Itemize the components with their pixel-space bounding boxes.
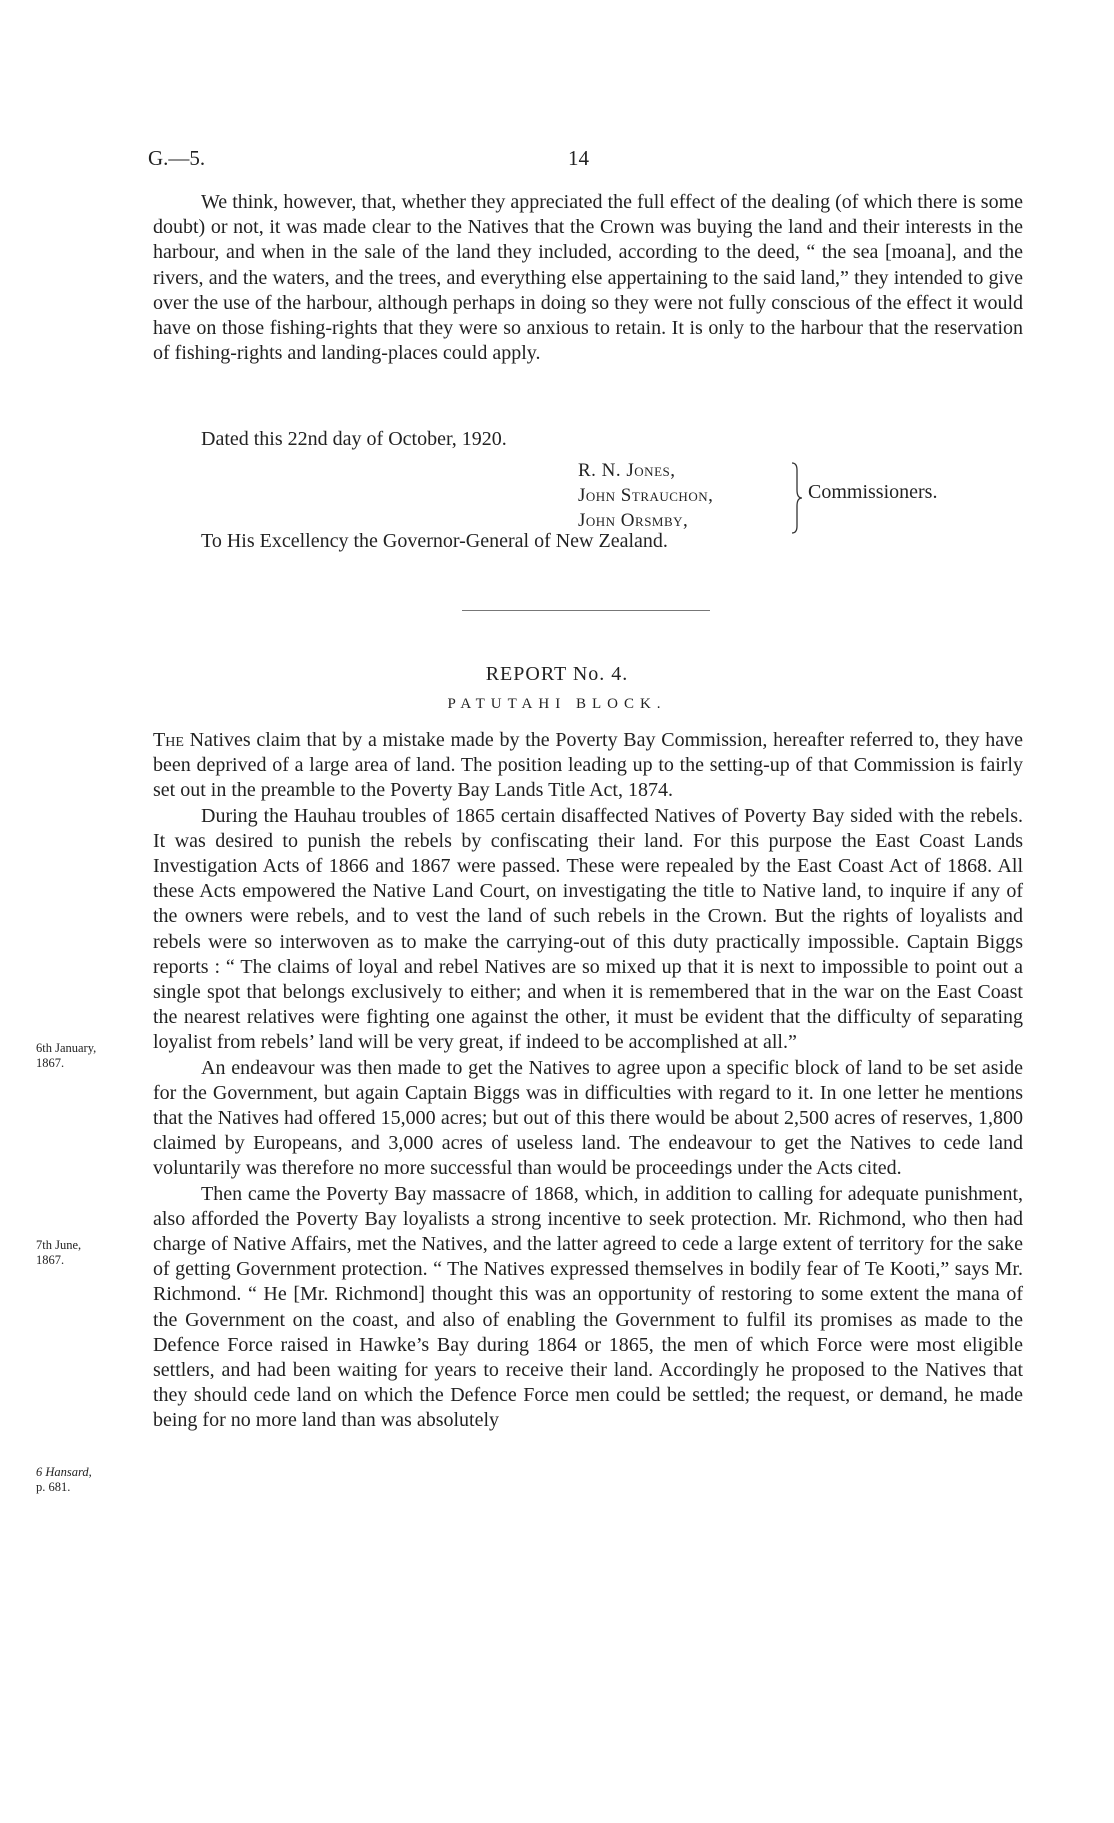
paragraph-lead-word: The <box>153 729 184 751</box>
report-body <box>153 728 1023 1434</box>
continuation-paragraph: We think, however, that, whether they appreciated the full effect of the dealing (of which there is some doubt) or not, it was made clear to the Natives that the Crown was buying the land and their interests in the harbour, and when in the sale of the land they included, according to the deed, “ the sea [moana], and the rivers, and the waters, and the trees, and everything else appertaining to the said land,” they intended to give over the use of the harbour, although perhaps in doing so they were not fully conscious of the effect it would have on those fishing-rights that they were so anxious to retain. It is only to the harbour that the reservation of fishing-rights and landing-places could apply. <box>153 191 1023 365</box>
margin-note-line: 6th January, <box>36 1041 97 1055</box>
report-paragraph-3: An endeavour was then made to get the Natives to agree upon a specific block of land to be set aside for the Government, but again Captain Biggs was in difficulties with regard to it. In one letter he mentions that the Natives had offered 15,000 acres; but out of this there would be about 2,500 acres of reserves, 1,800 claimed by Europeans, and 3,000 acres of useless land. The endeavour to get the Natives to cede land voluntarily was therefore no more successful than would be proceedings under the Acts cited. <box>153 1056 1023 1180</box>
page-number: 14 <box>568 146 589 170</box>
signature-brace <box>790 462 802 534</box>
margin-note-line: 6 Hansard, <box>36 1465 92 1479</box>
report-paragraph-4: Then came the Poverty Bay massacre of 1868, which, in addition to calling for adequate punishment, also afforded the Poverty Bay loyalists a strong incentive to seek protection. Mr. Richmond, who then had charge of Native Affairs, met the Natives, and the latter agreed to cede a large extent of territory for the sake of getting Government protection. “ The Natives expressed themselves in bodily fear of Te Kooti,” says Mr. Richmond. “ He [Mr. Richmond] thought this was an opportunity of restoring to some extent the mana of the Government on the coast, and also of enabling the Government to fulfil its promises as made to the Defence Force raised in Hawke’s Bay during 1864 or 1865, the men of which Force were most eligible settlers, and had been waiting for years to receive their land. Accordingly he proposed to the Natives that they should cede land on which the Defence Force men could be settled; the request, or demand, he made being for no more land than was absolutely <box>153 1182 1023 1432</box>
margin-note <box>36 1465 146 1495</box>
section-divider <box>462 610 710 611</box>
signatory-role: Commissioners. <box>808 481 938 503</box>
dated-line: Dated this 22nd day of October, 1920. <box>201 428 507 450</box>
signatory-strauchon: John Strauchon, <box>578 485 714 506</box>
margin-note-line: 7th June, <box>36 1238 82 1252</box>
document-reference: G.—5. <box>148 146 206 170</box>
report-subtitle: PATUTAHI BLOCK. <box>447 696 667 712</box>
address-line: To His Excellency the Governor-General of New Zealand. <box>201 530 668 552</box>
page-header <box>148 146 1028 176</box>
report-paragraph-1 <box>153 728 1023 804</box>
margin-note-line: 1867. <box>36 1056 65 1070</box>
continuation-section <box>153 190 1023 366</box>
signatory-jones: R. N. Jones, <box>578 460 676 481</box>
report-paragraph-2: During the Hauhau troubles of 1865 certain disaffected Natives of Poverty Bay sided with the rebels. It was desired to punish the rebels by confiscating their land. For this purpose the East Coast Lands Investigation Acts of 1866 and 1867 were passed. These were repealed by the East Coast Act of 1868. All these Acts empowered the Native Land Court, on investigating the title to Native land, to inquire if any of the owners were rebels, and to vest the land of such rebels in the Crown. But the rights of loyalists and rebels were so interwoven as to make the carrying-out of this duty practically impossible. Captain Biggs reports : “ The claims of loyal and rebel Natives are so mixed up that it is next to impossible to point out a single spot that belongs exclusively to either; and when it is remembered that in the war on the East Coast the nearest relatives were fighting one against the other, it must be evident that the difficulty of separating loyalist from rebels’ land will be very great, if indeed to be accomplished at all.” <box>153 804 1023 1054</box>
margin-note-line: 1867. <box>36 1253 65 1267</box>
signatures <box>578 458 713 533</box>
margin-note <box>36 1238 146 1268</box>
margin-note-line: p. 681. <box>36 1480 71 1494</box>
margin-note <box>36 1041 146 1071</box>
paragraph-1-text: Natives claim that by a mistake made by the Poverty Bay Commission, hereafter referred to, they have been deprived of a large area of land. The position leading up to the setting-up of that Commission is fairly set out in the preamble to the Poverty Bay Lands Title Act, 1874. <box>153 729 1023 802</box>
report-title: REPORT No. 4. <box>485 663 629 685</box>
signatory-orsmby: John Orsmby, <box>578 510 689 531</box>
